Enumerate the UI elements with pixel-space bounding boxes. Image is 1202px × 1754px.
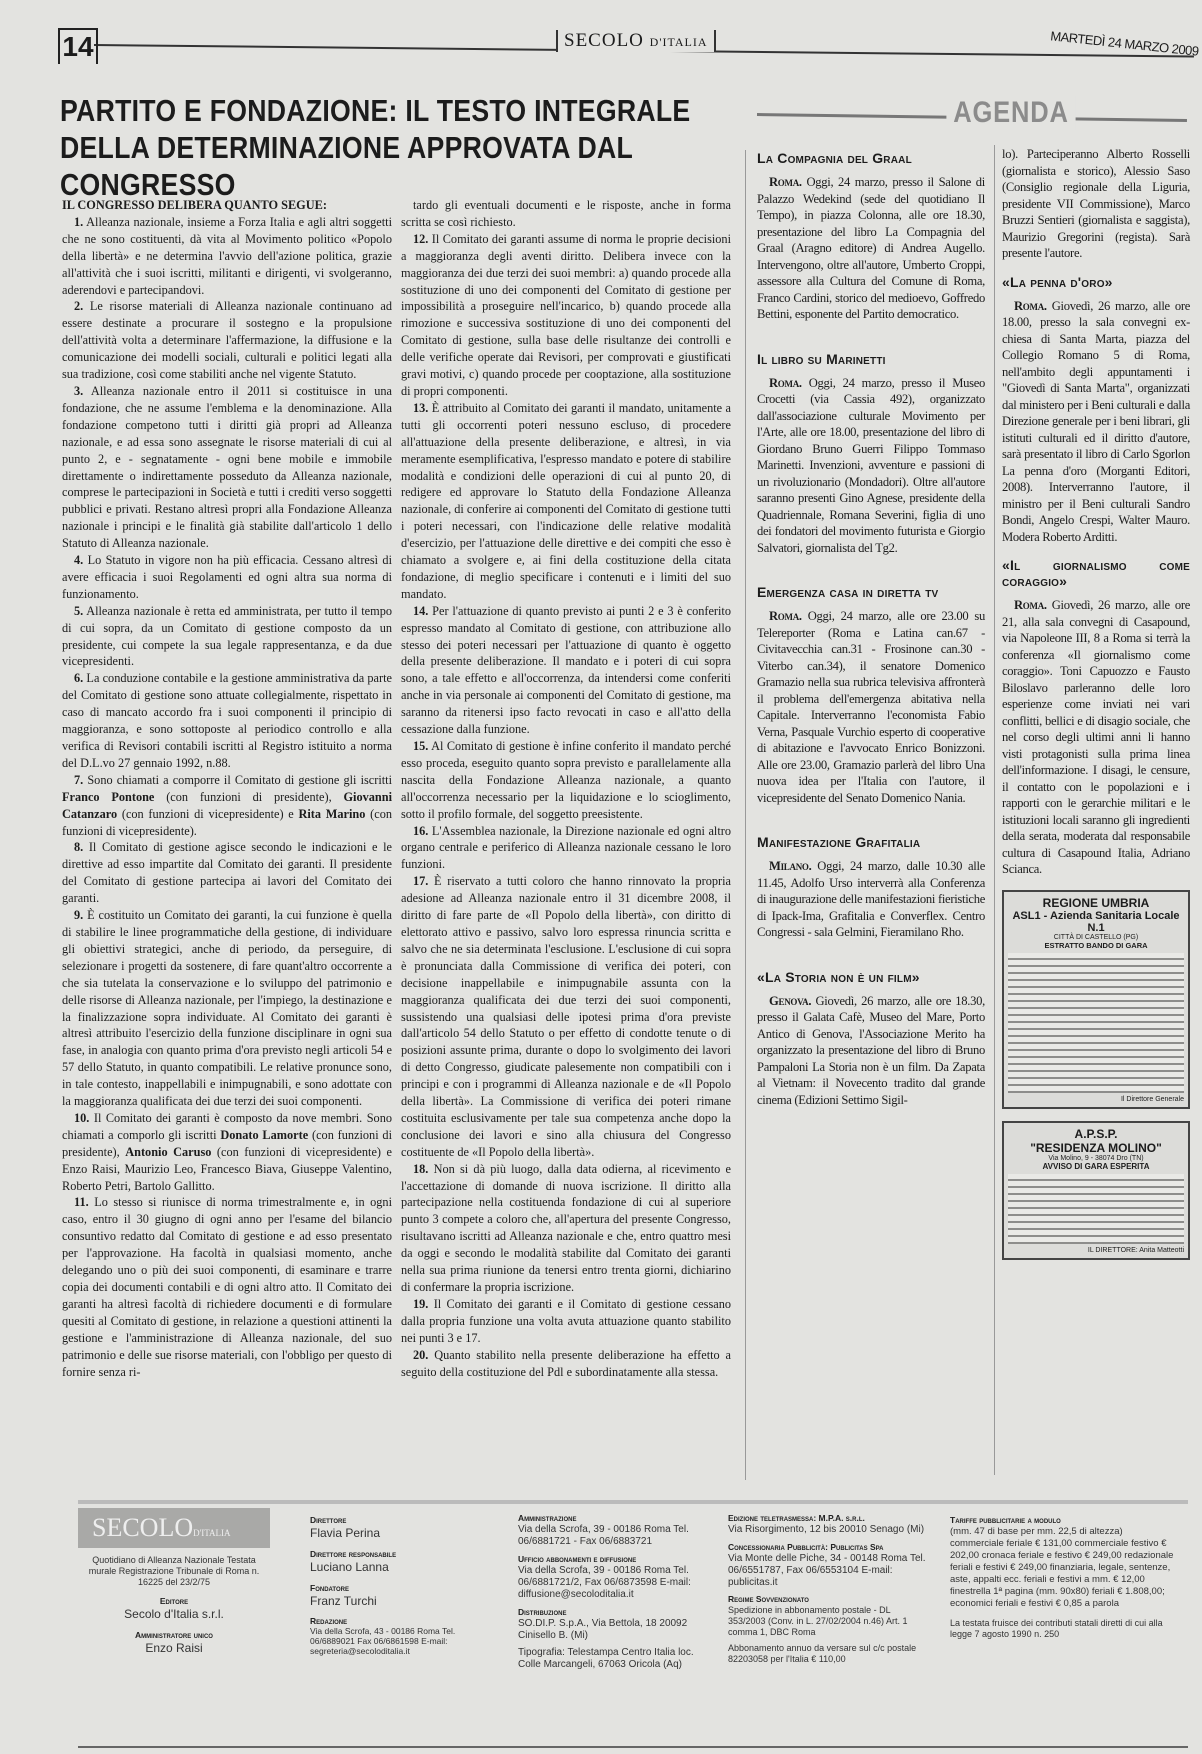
tariffe: (mm. 47 di base per mm. 22,5 di altezza) commerciale feriale € 131,00 commerciale festivo € 202,00 cronaca feriale e festivo € 249,00 redazionale feriali e festivi € 249,00 finanziaria, legale, sentenze, aste, appalti ecc. feriali e festivi a mm. € 12,00 finestrella 1ª pagina (mm. 90x80) feriali € 1.808,00; economici feriali e festivi € 0,85 a parola	[950, 1526, 1174, 1609]
label: Editore	[159, 1596, 189, 1606]
agenda-item	[757, 969, 985, 1109]
article-paragraph	[401, 1161, 731, 1296]
article-paragraph	[401, 1347, 731, 1381]
agenda-item-city: Roma.	[769, 609, 802, 623]
agenda-right-column	[1002, 146, 1190, 1260]
agenda-item-body: Oggi, 24 marzo, dalle 10.30 alle 11.45, Adolfo Urso interverrà alla Conferenza di inaugurazione delle manifestazioni fieristiche di Ipack-Ima, Grafitalia e Converflex. Centro Congressi - sala Gelmini, Fieramilano Rho.	[757, 859, 985, 939]
agenda-item-city: Roma.	[769, 175, 802, 189]
agenda-item-body: Oggi, 24 marzo, alle ore 23.00 su Telereporter (Roma e Latina can.67 - Civitavecchia can.31 - Frosinone can.30 - Viterbo can.34), il senatore Domenico Gramazio nella sua rubrica televisiva affronterà il problema dell'emergenza abitativa nella Capitale. Interverranno l'economista Fabio Verna, Pasquale Vurchio esperto di cooperative di abitazione e l'avvocato Enrico Bonizzoni. Alle ore 23.00, Gramazio parlerà del libro Una nuova idea per l'Italia con l'autore, il vicepresidente del Senato Domenico Nania.	[757, 609, 985, 805]
bold-text: 2.	[74, 299, 84, 314]
label: Amministratore unico	[135, 1630, 213, 1640]
agenda-item-body: Oggi, 24 marzo, presso il Museo Crocetti (via Cassia 492), organizzato dall'associazione culturale Movimento per l'Arte, alle ore 18.00, presentazione del libro di Giordano Bruno Guerri Filippo Tommaso Marinetti. Invenzioni, avventure e passioni di un rivoluzionario (Mondadori). Oltre all'autore saranno presenti Gino Agnese, presidente della Quadriennale, Romana Severini, figlia di uno dei fondatori del movimento futurista e Giorgio Salvatori, giornalista del Tg2.	[757, 375, 985, 555]
article-paragraph	[62, 772, 392, 840]
agenda-item	[757, 584, 985, 806]
bold-text: 8.	[74, 840, 84, 855]
article-paragraph	[62, 839, 392, 907]
agenda-item-body: Oggi, 24 marzo, presso il Salone di Palazzo Wedekind (sede del quotidiano Il Tempo), in piazza Colonna, alle ore 18.30, presentazione del libro La Compagnia del Graal (Aragno editore) di Andrea Augello. Intervengono, oltre all'autore, Umberto Croppi, assessore alla Cultura del Comune di Roma, Franco Cardini, storico del medioevo, Goffredo Bettini, esponente del Partito democratico.	[757, 175, 985, 321]
article-paragraph	[62, 603, 392, 671]
paragraph-text: tardo gli eventuali documenti e le risposte, anche in forma scritta se così richiesto.	[401, 198, 731, 229]
label: Tariffe pubblicitarie a modulo	[950, 1515, 1061, 1525]
paragraph-text: Lo Statuto in vigore non ha più efficacia. Cessano altresì di avere efficacia i suoi Regolamenti ed ogni altra sua norma di funzionamento.	[62, 553, 392, 601]
label: Fondatore	[310, 1583, 349, 1593]
bold-text: 19.	[413, 1296, 429, 1311]
article-paragraph	[62, 214, 392, 299]
agenda-right-items	[1002, 274, 1190, 878]
label: Direttore	[310, 1515, 347, 1525]
distribuzione: SO.DI.P. S.p.A., Via Bettola, 18 20092 Cinisello B. (Mi)	[518, 1618, 688, 1641]
contributi: La testata fruisce dei contributi statali diretti di cui alla legge 7 agosto 1990 n. 250	[950, 1618, 1163, 1639]
label: Direttore responsabile	[310, 1549, 397, 1559]
agenda-item-city: Milano.	[769, 859, 812, 873]
bold-text: 7.	[74, 772, 84, 787]
paragraph-text: Quanto stabilito nella presente deliberazione ha effetto a seguito della costituzione del Pdl e subordinatamente alla stessa.	[401, 1347, 731, 1379]
headline	[60, 92, 714, 203]
paragraph-text: Il Comitato dei garanti è composto da nove membri. Sono chiamati a comporlo gli iscritti	[62, 1110, 392, 1142]
footer-col-3	[518, 1512, 703, 1671]
article-column-2	[401, 197, 731, 1492]
ad-title: REGIONE UMBRIA	[1042, 895, 1150, 910]
paragraph-text: Il Comitato dei garanti e il Comitato di gestione cessano dalla propria funzione una volta avuta attuazione quanto stabilito nei punti 3 e 17.	[401, 1296, 731, 1345]
article-paragraph	[62, 383, 392, 552]
ad-heading: AVVISO DI GARA ESPERITA	[1042, 1161, 1150, 1171]
editore: Secolo d'Italia s.r.l.	[124, 1607, 224, 1621]
label: Distribuzione	[518, 1607, 567, 1617]
bold-text: 12.	[413, 231, 429, 246]
footer-col-1	[78, 1508, 270, 1656]
bold-text: 16.	[413, 823, 429, 838]
article-paragraph	[401, 400, 731, 603]
edizione: Via Risorgimento, 12 bis 20010 Senago (Mi)	[728, 1524, 925, 1535]
paragraph-text: (con funzioni di vicepresidente) e	[117, 806, 299, 821]
agenda-item-text	[757, 174, 985, 323]
paragraph-text: Al Comitato di gestione è infine conferito il mandato perché esso proceda, eseguito quanto sopra previsto e parallelamente alla nascita della Fondazione Alleanza nazionale, a quanto all'occorrenza necessario per la liquidazione e lo scioglimento, sotto il profilo formale, del soggetto preesistente.	[401, 739, 731, 821]
bold-text: 6.	[74, 671, 84, 686]
article-paragraph	[401, 603, 731, 738]
masthead-subtitle: D'ITALIA	[649, 35, 708, 49]
paragraph-text: La conduzione contabile e la gestione amministrativa da parte del Comitato di gestione sono attuate collegialmente, rispettato in caso di mancato accordo fra i suoi componenti il principio di maggioranza, e sono sottoposte al periodico controllo e alla verifica di Revisori contabili iscritti al Registro istituito a norma del D.L.vo 27 gennaio 1992, n.88.	[62, 671, 392, 770]
article-paragraph	[62, 298, 392, 383]
label: Redazione	[310, 1616, 348, 1626]
agenda-item-title: «La penna d'oro»	[1002, 273, 1113, 290]
ad-heading: ESTRATTO BANDO DI GARA	[1044, 940, 1148, 950]
ufficio-abbonamenti: Via della Scrofa, 39 - 00186 Roma Tel. 06/6881721/2, Fax 06/6873598 E-mail: diffusione@secoloditalia.it	[518, 1565, 691, 1600]
ad-subtitle: ASL1 - Azienda Sanitaria Locale N.1	[1012, 909, 1180, 934]
bold-text: Giovanni Catanzaro	[62, 789, 392, 821]
ad-signature: Il Direttore Generale	[1120, 1095, 1184, 1103]
paragraph-text: (con funzioni di presidente),	[62, 1127, 392, 1159]
ad-fine-print	[1008, 1174, 1184, 1244]
continuation-text: lo). Parteciperanno Alberto Rosselli (giornalista e storico), Alessio Saso (Consiglio regionale della Liguria, presidente VII Commissione), Marco Bruzzi Sentieri (giornalista e saggista), Maurizio Gregorini (regista). Sarà presente l'autore.	[1002, 147, 1190, 260]
column-divider	[994, 145, 995, 1475]
abbonamento: Abbonamento annuo da versare sul c/c postale 82203058 per l'Italia € 110,00	[728, 1643, 917, 1664]
bold-text: 20.	[413, 1347, 429, 1362]
bold-text: Franco Pontone	[62, 789, 155, 804]
issue-date: MARTEDÌ 24 MARZO 2009	[1049, 28, 1200, 59]
footer-col-5	[950, 1514, 1178, 1640]
label: Ufficio abbonamenti e diffusione	[518, 1554, 637, 1564]
footer-about: Quotidiano di Alleanza Nazionale Testata murale Registrazione Tribunale di Roma n. 16225 del 23/2/75	[88, 1555, 260, 1587]
agenda-item-body: Giovedì, 26 marzo, alle ore 18.00, presso la sala convegni ex-chiesa di Santa Marta, piazza del Collegio Romano 5 di Roma, nell'ambito degli appuntamenti i "Giovedì di Santa Marta", organizzati dal ministero per i Beni culturali e dalla Direzione generale per i beni librari, gli istituti culturali ed il diritto d'autore, sarà presentato il libro di Carlo Sgorlon La penna d'oro (Morganti Editori, 2008). Interverranno l'autore, il ministro per il Beni culturali Sandro Bondi, Angelo Crespi, Walter Mauro. Modera Roberto Arditti.	[1002, 298, 1190, 544]
label: Amministrazione	[518, 1513, 577, 1523]
paragraph-text: È costituito un Comitato dei garanti, la cui funzione è quella di stabilire le linee programmatiche della gestione, di individuare gli obiettivi strategici, anche di periodo, da perseguire, di selezionare i progetti da sostenere, di fare quant'altro occorrente a che sia tutelata la conservazione e lo sviluppo del patrimonio e delle risorse di Alleanza nazionale, per l'impiego, la destinazione e la finalizzazione sopra individuate. Al Comitato dei garanti è altresì attribuito l'esercizio della funzione disciplinare in ogni sua fase, in analogia con quanto prima d'ora previsto negli articoli 54 e 57 dello Statuto, in quanto compatibili. Le relative pronunce sono, in tale contesto, inappellabili e inimpugnabili, e sono adottate con la maggioranza qualificata dei due terzi dei suoi componenti.	[62, 908, 392, 1109]
headline-line-1: PARTITO E FONDAZIONE: IL TESTO INTEGRALE	[60, 93, 691, 128]
ad-signature: IL DIRETTORE: Anita Matteotti	[1087, 1246, 1184, 1254]
article-paragraph	[401, 738, 731, 823]
article-paragraph	[401, 823, 731, 874]
bold-text: Rita Marino	[298, 806, 366, 821]
agenda-item	[757, 150, 985, 323]
paragraph-text: (con funzioni di presidente),	[154, 789, 344, 804]
tipografia: Tipografia: Telestampa Centro Italia loc. Colle Marcangeli, 67063 Oricola (Aq)	[518, 1647, 694, 1670]
agenda-item-title: Emergenza casa in diretta tv	[757, 584, 939, 600]
agenda-item-city: Roma.	[1014, 298, 1047, 313]
redazione: Via della Scrofa, 43 - 00186 Roma Tel. 06/6889021 Fax 06/6861598 E-mail: segreteria@secoloditalia.it	[310, 1626, 456, 1656]
agenda-item-title: «La Storia non è un film»	[757, 968, 920, 985]
agenda-item	[1002, 274, 1190, 546]
paragraph-text: Lo stesso si riunisce di norma trimestralmente e, in ogni caso, entro il 30 giugno di ogni anno per l'esame del bilancio consuntivo redatto dal Comitato di gestione e ad esso presentato per l'approvazione. Ha facoltà in qualsiasi momento, anche delegando uno o più dei suoi componenti, di esaminare e trarre copia dei documenti contabili e di ogni altro atto. Il Comitato dei garanti ha altresì facoltà di richiedere documenti e di formulare quesiti al Comitato di gestione, in relazione a questioni attinenti la gestione e l'amministrazione di Alleanza nazionale, del suo patrimonio e delle sue risorse materiali, con l'obbligo per questo di fornire senza ri-	[62, 1195, 392, 1379]
fondatore: Franz Turchi	[310, 1594, 377, 1608]
bold-text: 18.	[413, 1161, 429, 1176]
bold-text: Donato Lamorte	[220, 1127, 309, 1142]
direttore-responsabile: Luciano Lanna	[310, 1560, 389, 1574]
bold-text: 1.	[74, 214, 84, 229]
agenda-item-text	[757, 858, 985, 941]
bold-text: 15.	[413, 739, 429, 753]
agenda-item-text	[757, 375, 985, 557]
column-divider	[745, 150, 746, 1480]
label: Regime Sovvenzionato	[728, 1594, 809, 1604]
paragraph-text: Sono chiamati a comporre il Comitato di gestione gli iscritti	[83, 772, 392, 787]
headline-line-2: DELLA DETERMINAZIONE APPROVATA DAL CONGRESSO	[60, 130, 633, 202]
paragraph-text: (con funzioni di vicepresidente).	[62, 806, 392, 838]
agenda-item-text	[757, 993, 985, 1109]
ad-subtitle: "RESIDENZA MOLINO"	[1030, 1140, 1162, 1155]
article-paragraph	[401, 873, 731, 1160]
paragraph-text: Il Comitato di gestione agisce secondo le indicazioni e le direttive ad esso impartite dal Comitato dei garanti. Il presidente del Comitato di gestione partecipa ai lavori del Comitato dei garanti.	[62, 840, 392, 906]
page-number: 14	[58, 28, 98, 64]
masthead	[556, 30, 716, 52]
agenda-item-body: Giovedì, 26 marzo, alle ore 18.30, presso il Galata Cafè, Museo del Mare, Porto Antico di Genova, l'Associazione Merito ha organizzato la presentazione del libro di Bruno Pampaloni La Storia non è un film. Da Zapata al Vietnam: il Novecento tradito dal grande cinema (Edizioni Settimo Sigil-	[757, 993, 985, 1107]
bold-text: 9.	[74, 908, 84, 923]
article-paragraph	[401, 231, 731, 400]
regime: Spedizione in abbonamento postale - DL 353/2003 (Conv. in L. 27/02/2004 n.46) Art. 1 comma 1, DBC Roma	[728, 1605, 908, 1637]
bold-text: Antonio Caruso	[125, 1144, 212, 1159]
ad-residenza-molino	[1002, 1121, 1190, 1260]
ad-address: CITTÀ DI CASTELLO (PG)	[1053, 933, 1139, 941]
article-paragraph	[62, 670, 392, 771]
article-paragraph	[62, 1110, 392, 1195]
bold-text: 11.	[74, 1195, 89, 1210]
bold-text: 4.	[74, 553, 84, 568]
paragraph-text: Non si dà più luogo, dalla data odierna, al ricevimento e l'accettazione di domande di nuova iscrizione. Il diritto alla partecipazione nella costituenda fondazione di cui al superiore punto 3 compete a coloro che, all'apertura del presente Congresso, risultavano iscritti ad Alleanza nazionale e che, entro quattro mesi da oggi e secondo le modalità stabilite dal Comitato dei garanti nella sua prima riunione da tenersi entro trenta giorni, dichiarino di confermare la propria iscrizione.	[401, 1161, 731, 1294]
label: Edizione teletrasmessa: M.P.A. s.r.l.	[728, 1513, 865, 1523]
article-paragraph	[62, 552, 392, 603]
agenda-item-city: Roma.	[1014, 598, 1047, 612]
article-lead: IL CONGRESSO DELIBERA QUANTO SEGUE:	[62, 198, 327, 212]
article-paragraph	[62, 907, 392, 1110]
bold-text: 17.	[413, 874, 429, 889]
ad-title: A.P.S.P.	[1074, 1126, 1118, 1141]
agenda-item-title: «Il giornalismo come coraggio»	[1002, 557, 1190, 589]
agenda-item-title: Il libro su Marinetti	[757, 350, 886, 367]
agenda-item-title: Manifestazione Grafitalia	[757, 834, 921, 850]
agenda-item-text	[757, 608, 985, 806]
ad-fine-print	[1008, 953, 1184, 1093]
paragraph-text: Alleanza nazionale, insieme a Forza Italia e agli altri soggetti che ne sono costituenti, dà vita al Movimento politico «Popolo della libertà» e ne determina l'avvio dell'azione politica, grazie all'attività che i suoi iscritti, militanti e dirigenti, vi svolgeranno, aderendovi e partecipandovi.	[62, 214, 392, 297]
agenda-item-text	[1002, 298, 1190, 546]
amministratore: Enzo Raisi	[145, 1641, 203, 1655]
article-column-1	[62, 197, 392, 1492]
logo-small: D'ITALIA	[193, 1528, 231, 1538]
paragraph-text: Le risorse materiali di Alleanza nazionale continuano ad essere destinate a procurare il sostegno e la propulsione dell'attività volta a determinare l'affermazione, la diffusione e la comunicazione dei modelli sociali, culturali e politici legati alla sua tradizione, così come stabiliti anche nel vigente Statuto.	[62, 299, 392, 382]
pubblicita: Via Monte delle Piche, 34 - 00148 Roma Tel. 06/6551787, Fax 06/6553104 E-mail: publicitas.it	[728, 1553, 926, 1588]
agenda-item	[757, 351, 985, 557]
bold-text: 3.	[74, 383, 84, 398]
agenda-item-city: Roma.	[769, 375, 802, 390]
bold-text: 10.	[74, 1110, 90, 1125]
article-paragraph	[401, 197, 731, 231]
paragraph-text: Alleanza nazionale entro il 2011 si costituisce in una fondazione, che ne assume l'emblema e la denominazione. Alla fondazione competono tutti i diritti già propri ad Alleanza nazionale, e ad essa sono assegnate le risorse materiali di cui al punto 2, e - segnatamente - ogni bene mobile e immobile direttamente o indirettamente posseduto da Alleanza nazionale, comprese le partecipazioni in Società e tutti i crediti verso soggetti pubblici e privati. Restano altresì propri alla Fondazione Alleanza nazionale i principi e le finalità già stabilite dall'articolo 1 dello Statuto di Alleanza nazionale.	[62, 383, 392, 551]
amministrazione: Via della Scrofa, 39 - 00186 Roma Tel. 06/6881721 - Fax 06/6883721	[518, 1524, 689, 1547]
agenda-item-title: La Compagnia del Graal	[757, 150, 912, 166]
paragraph-text: Per l'attuazione di quanto previsto ai punti 2 e 3 è conferito espresso mandato al Comitato di gestione, con attribuzione allo stesso dei poteri necessari per l'attuazione di quanto è oggetto della presente deliberazione. Il mandato e i poteri di cui sopra sono, a tale effetto e all'occorrenza, da intendersi come conferiti anche in via personale ai componenti del Comitato di gestione, ma saranno da ritenersi ipso facto revocati in caso e all'atto della cessazione dalla funzione.	[401, 603, 731, 737]
agenda-item	[1002, 557, 1190, 878]
agenda-continuation	[1002, 146, 1190, 262]
paragraph-text: L'Assemblea nazionale, la Direzione nazionale ed ogni altro organo centrale e periferico di Alleanza nazionale cessano le loro funzioni.	[401, 823, 731, 872]
masthead-title: SECOLO	[564, 30, 644, 51]
paragraph-text: È riservato a tutti coloro che hanno rinnovato la propria adesione ad Alleanza nazionale entro il 31 dicembre 2008, il diritto di fare parte de «Il Popolo della libertà», con diritto di elettorato attivo e passivo, salvo loro espressa rinuncia scritta e salvo che ne sia determinata l'esclusione. L'esclusione di cui sopra è pronunciata dalla Commissione di verifica dei poteri, con decisione inappellabile e inimpugnabile assunta con la maggioranza qualificata dei due terzi dei suoi componenti, sussistendo una qualsiasi delle ipotesi prima d'ora previste dall'articolo 54 dello Statuto o per effetto di condotte tenute o di posizioni assunte prima, durante o dopo lo svolgimento dei lavori di detto Congresso, giudicate palesemente non compatibili con i principi e con i programmi di Alleanza nazionale e de «Il Popolo della libertà». La Commissione di verifica dei poteri rimane costituita esclusivamente per tale sua competenza anche dopo la conclusione dei lavori e sino alla chiusura del Congresso costituente de «Il Popolo della libertà».	[401, 874, 731, 1159]
agenda-left-column	[757, 150, 985, 1108]
direttore: Flavia Perina	[310, 1526, 381, 1540]
agenda-item-city: Genova.	[769, 993, 812, 1008]
paragraph-text: È attribuito al Comitato dei garanti il mandato, unitamente a tutti gli occorrenti poteri nessuno escluso, di procedere all'attuazione della presente deliberazione, e altresì, in via meramente esemplificativa, l'espresso mandato e potere di stabilire modalità e condizioni delle operazioni di cui al punto 20, di redigere ed approvare lo Statuto della Fondazione Alleanza nazionale, di conferire ai componenti del Comitato di gestione tutti i poteri necessari, con l'indicazione delle relative modalità d'esercizio, per l'attuazione delle direttive e dei compiti che esso è chiamato a svolgere e, ai fini della costituzione della citata fondazione, di meglio specificare i contenuti e i limiti del suo mandato.	[401, 400, 731, 601]
agenda-item	[757, 834, 985, 941]
bold-text: 13.	[413, 400, 429, 415]
agenda-item-text	[1002, 597, 1190, 878]
logo-text: SECOLO	[92, 1513, 194, 1542]
footer-logo	[78, 1508, 270, 1548]
agenda-item-body: Giovedì, 26 marzo, alle ore 21, alla sala convegni di Casapound, via Napoleone III, 8 a Roma si terrà la conferenza «Il giornalismo come coraggio». Toni Capuozzo e Fausto Biloslavo parleranno delle loro esperienze come inviati nei vari conflitti, bellici e di disagio sociale, che nel corso degli ultimi anni li hanno visti protagonisti sulla prima linea dell'informazione. I disagi, le censure, il contatto con le popolazioni e i rapporti con le gerarchie militari e le istituzioni locali saranno gli ingredienti della serata, moderata dal responsabile cultura di Casapound Italia, Adriano Scianca.	[1002, 598, 1190, 876]
ad-regione-umbria	[1002, 890, 1190, 1109]
bold-text: 14.	[413, 603, 429, 618]
bold-text: 5.	[74, 603, 84, 618]
ad-address: Via Molino, 9 - 38074 Dro (TN)	[1048, 1154, 1144, 1162]
label: Concessionaria Pubblicità: Publicitas Spa	[728, 1542, 884, 1552]
colophon	[78, 1500, 1188, 1748]
article-paragraph	[62, 1194, 392, 1380]
article-paragraph	[401, 1296, 731, 1347]
paragraph-text: (con funzioni di vicepresidente) e Enzo Raisi, Maurizio Leo, Francesco Biava, Giuseppe Valentino, Roberto Petri, Bartolo Gallitto.	[62, 1144, 392, 1193]
footer-col-2	[310, 1514, 475, 1656]
agenda-title: AGENDA	[946, 96, 1075, 130]
footer-col-4	[728, 1512, 928, 1665]
paragraph-text: Il Comitato dei garanti assume di norma le proprie decisioni a maggioranza degli aventi diritto. Delibera invece con la maggioranza dei due terzi dei suoi membri: a) quando procede alla sostituzione di uno dei componenti del Comitato di gestione per impossibilità a proseguire nell'incarico, b) quando procede alla rimozione e successiva sostituzione di uno dei componenti del Comitato di gestione, sulla base delle risultanze dei controlli e delle verifiche operate dai Revisori, per comprovati e giustificati gravi motivi, c) quando procede per cooptazione, alla sostituzione di propri componenti.	[401, 231, 731, 398]
paragraph-text: Alleanza nazionale è retta ed amministrata, per tutto il tempo di cui sopra, da un Comitato di gestione composto da un presidente, cui compete la sua legale rappresentanza, e da due vicepresidenti.	[62, 603, 392, 669]
